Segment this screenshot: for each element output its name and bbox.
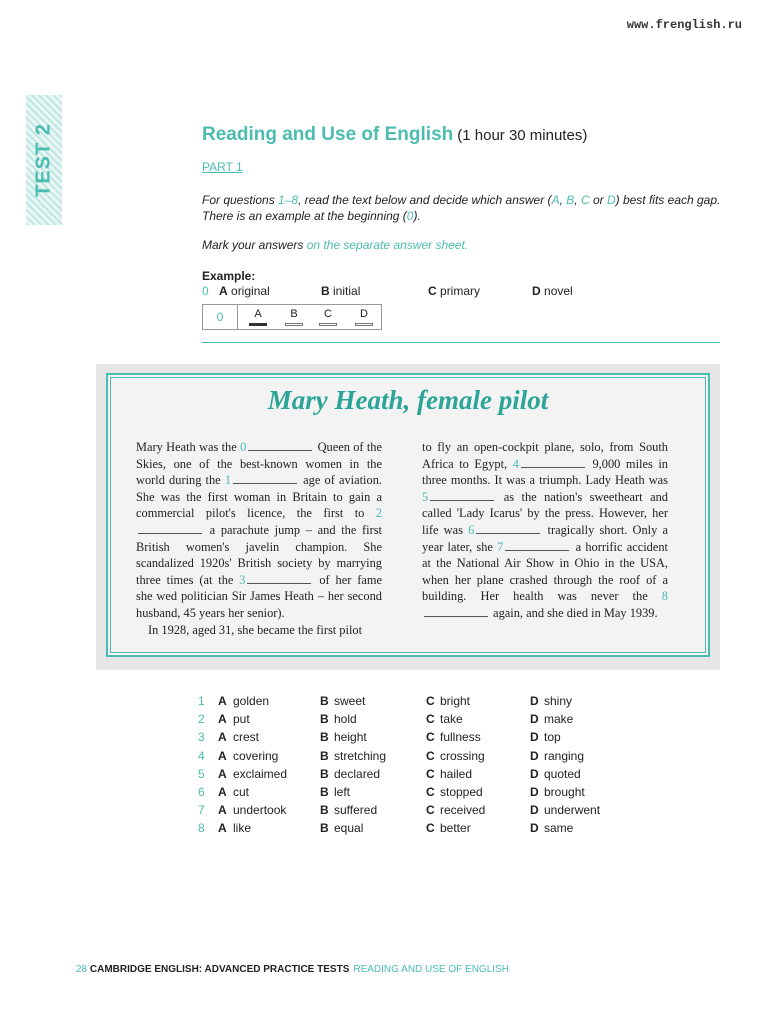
question-row bbox=[198, 749, 718, 767]
instr-letter-b: B bbox=[566, 193, 575, 207]
instr-text-4: ). bbox=[413, 209, 421, 223]
question-row bbox=[198, 767, 718, 785]
answer-mark-empty bbox=[285, 323, 303, 326]
option-a-word: crest bbox=[233, 730, 260, 745]
option-letter: B bbox=[320, 803, 329, 818]
answer-options bbox=[198, 694, 718, 840]
question-number: 5 bbox=[198, 766, 205, 781]
question-row bbox=[198, 712, 718, 730]
instr-letter-a: A bbox=[551, 193, 560, 207]
article-text: a horrific accident at the National Air Show in Ohio in the USA, when her plane crashed through the roof of a building. Her health was never the bbox=[422, 539, 668, 604]
gap-number: 5 bbox=[422, 489, 429, 504]
option-c-word: fullness bbox=[440, 730, 481, 745]
option-letter: A bbox=[219, 284, 228, 298]
option-letter: B bbox=[320, 766, 329, 781]
instr-text-2: , read the text below and decide which answer ( bbox=[298, 193, 552, 207]
gap-blank bbox=[430, 491, 494, 501]
option-c-word: received bbox=[440, 803, 486, 818]
example-box-number: 0 bbox=[203, 305, 238, 329]
option-b-word: stretching bbox=[334, 748, 387, 763]
option-letter: A bbox=[218, 712, 227, 727]
option-b-word: sweet bbox=[334, 694, 366, 708]
gap-number: 1 bbox=[224, 473, 232, 488]
option-d-word: top bbox=[544, 730, 561, 745]
duration: (1 hour 30 minutes) bbox=[457, 127, 588, 144]
option-letter: D bbox=[532, 284, 541, 298]
instr-sep-2: , bbox=[574, 193, 581, 207]
gap-number: 0 bbox=[240, 440, 247, 454]
option-letter: D bbox=[530, 730, 539, 745]
option-a-word: put bbox=[233, 712, 250, 727]
answer-sheet-link: on the separate answer sheet. bbox=[306, 238, 469, 252]
article-text: In 1928, aged 31, she became the first pilot bbox=[148, 622, 363, 637]
option-letter: D bbox=[530, 712, 539, 727]
gap-blank bbox=[247, 574, 311, 584]
article-column-left bbox=[136, 439, 382, 638]
question-row bbox=[198, 694, 718, 712]
example-option-c bbox=[428, 284, 480, 298]
gap-number: 6 bbox=[468, 522, 475, 537]
book-title: CAMBRIDGE ENGLISH: ADVANCED PRACTICE TESTS bbox=[89, 964, 350, 975]
option-b-word: equal bbox=[334, 821, 364, 836]
instr-or: or bbox=[589, 193, 607, 207]
gap-blank bbox=[521, 458, 585, 468]
question-row bbox=[198, 821, 718, 839]
gap-blank bbox=[248, 441, 312, 451]
option-c-word: hailed bbox=[440, 766, 473, 781]
option-a-word: covering bbox=[233, 748, 279, 763]
option-c-word: take bbox=[440, 712, 463, 727]
option-letter: A bbox=[218, 730, 227, 745]
question-number: 7 bbox=[198, 803, 205, 818]
article-text: a parachute jump – and the first British women's javelin champion. She scandalized 1920s' British society by marrying three times (at the bbox=[136, 522, 382, 587]
instr-sep-1: , bbox=[559, 193, 567, 207]
answer-mark-empty bbox=[355, 323, 373, 326]
gap-number: 8 bbox=[661, 589, 668, 604]
article-text: of her fame she wed politician Sir James Heath – her second husband, 45 years her senior). bbox=[136, 572, 382, 620]
instr-letter-c: C bbox=[580, 193, 590, 207]
question-number: 4 bbox=[198, 748, 205, 763]
option-a-word: cut bbox=[233, 784, 250, 799]
answer-mark-empty bbox=[319, 323, 337, 326]
mark-prefix: Mark your answers bbox=[202, 238, 307, 252]
article-text: Mary Heath was the bbox=[136, 440, 241, 454]
page-title bbox=[202, 124, 587, 146]
question-row bbox=[198, 730, 718, 748]
gap-number: 4 bbox=[512, 456, 519, 471]
instr-text-1: For questions bbox=[202, 193, 279, 207]
option-word: original bbox=[231, 284, 270, 298]
answer-mark-filled bbox=[249, 323, 267, 326]
gap-number: 2 bbox=[375, 506, 382, 521]
option-letter: C bbox=[426, 748, 435, 763]
option-letter: C bbox=[428, 284, 437, 298]
article-panel bbox=[106, 373, 710, 657]
option-d-word: ranging bbox=[544, 748, 585, 763]
example-answer-box bbox=[202, 304, 382, 330]
article-text: as the nation's sweetheart and called 'Lady Icarus' by the press. However, her life was bbox=[422, 489, 668, 537]
instr-zero: 0 bbox=[406, 209, 414, 223]
option-letter: A bbox=[218, 784, 227, 799]
option-letter: C bbox=[426, 766, 435, 781]
gap-blank bbox=[233, 474, 297, 484]
option-c-word: crossing bbox=[440, 748, 485, 763]
mark-instruction bbox=[202, 238, 468, 252]
option-letter: D bbox=[530, 748, 539, 763]
section-title: Reading and Use of English bbox=[202, 124, 454, 145]
question-number: 2 bbox=[198, 712, 205, 727]
option-b-word: suffered bbox=[334, 803, 378, 818]
option-letter: D bbox=[530, 766, 539, 781]
option-letter: A bbox=[218, 766, 227, 781]
gap-blank bbox=[424, 607, 488, 617]
question-row bbox=[198, 803, 718, 821]
divider bbox=[202, 342, 720, 343]
option-a-word: undertook bbox=[233, 803, 287, 818]
box-letter-a: A bbox=[254, 308, 262, 320]
example-option-d bbox=[532, 284, 573, 298]
box-letter-b: B bbox=[290, 308, 298, 320]
gap-blank bbox=[138, 524, 202, 534]
option-d-word: underwent bbox=[544, 803, 601, 818]
example-label: Example: bbox=[202, 269, 256, 283]
option-b-word: declared bbox=[334, 766, 381, 781]
article-text: Queen of the Skies, one of the best-known women in the world during the bbox=[136, 440, 382, 488]
option-letter: B bbox=[320, 821, 329, 836]
article-title: Mary Heath, female pilot bbox=[267, 385, 549, 415]
option-d-word: make bbox=[544, 712, 574, 727]
option-letter: D bbox=[530, 694, 539, 708]
example-option-b bbox=[321, 284, 360, 298]
box-letter-d: D bbox=[360, 308, 368, 320]
option-letter: A bbox=[218, 694, 227, 708]
article-text: to fly an open-cockpit plane, solo, from South Africa to Egypt, bbox=[422, 440, 668, 471]
page-number: 28 bbox=[76, 964, 88, 975]
option-c-word: better bbox=[440, 821, 471, 836]
article-paragraph bbox=[136, 622, 382, 639]
test-side-tab bbox=[26, 95, 62, 225]
instr-text-3: ) best fits each gap. There is an example at the beginning ( bbox=[202, 193, 721, 223]
option-letter: C bbox=[426, 784, 435, 799]
question-number: 1 bbox=[198, 694, 205, 708]
option-b-word: height bbox=[334, 730, 367, 745]
gap-blank bbox=[476, 524, 540, 534]
option-d-word: brought bbox=[544, 784, 585, 799]
instr-letter-d: D bbox=[606, 193, 616, 207]
example-options bbox=[202, 284, 722, 300]
question-number: 6 bbox=[198, 784, 205, 799]
watermark: www.frenglish.ru bbox=[626, 18, 742, 32]
question-number: 3 bbox=[198, 730, 205, 745]
page-footer bbox=[76, 964, 509, 975]
option-letter: D bbox=[530, 803, 539, 818]
option-d-word: shiny bbox=[544, 694, 573, 708]
option-letter: D bbox=[530, 821, 539, 836]
article-text: again, and she died in May 1939. bbox=[490, 605, 658, 620]
article-paragraph bbox=[136, 439, 382, 622]
instructions bbox=[202, 192, 722, 224]
option-a-word: golden bbox=[233, 694, 270, 708]
article-text: 9,000 miles in three months. It was a triumph. Lady Heath was bbox=[422, 456, 668, 488]
question-number: 8 bbox=[198, 821, 205, 836]
option-letter: A bbox=[218, 803, 227, 818]
option-letter: C bbox=[426, 803, 435, 818]
instr-range: 1–8 bbox=[278, 193, 299, 207]
option-letter: B bbox=[320, 730, 329, 745]
option-letter: D bbox=[530, 784, 539, 799]
option-letter: B bbox=[320, 748, 329, 763]
side-tab-label: TEST 2 bbox=[32, 123, 55, 197]
option-letter: C bbox=[426, 694, 435, 708]
option-letter: A bbox=[218, 748, 227, 763]
option-d-word: same bbox=[544, 821, 574, 836]
option-letter: C bbox=[426, 712, 435, 727]
option-a-word: like bbox=[233, 821, 252, 836]
option-c-word: bright bbox=[440, 694, 471, 708]
example-option-a bbox=[219, 284, 270, 298]
option-letter: B bbox=[320, 784, 329, 799]
option-letter: B bbox=[320, 694, 329, 708]
option-word: initial bbox=[333, 284, 361, 298]
box-letter-c: C bbox=[324, 308, 332, 320]
article-text: tragically short. Only a year later, she bbox=[422, 522, 668, 554]
question-row bbox=[198, 785, 718, 803]
part-heading: PART 1 bbox=[202, 160, 243, 174]
option-b-word: left bbox=[334, 784, 351, 799]
option-letter: C bbox=[426, 730, 435, 745]
example-number: 0 bbox=[202, 284, 209, 298]
gap-number: 3 bbox=[239, 572, 246, 587]
option-c-word: stopped bbox=[440, 784, 483, 799]
gap-number: 7 bbox=[497, 539, 504, 554]
option-letter: B bbox=[321, 284, 330, 298]
option-letter: A bbox=[218, 821, 227, 836]
gap-blank bbox=[505, 541, 569, 551]
option-b-word: hold bbox=[334, 712, 357, 727]
option-word: primary bbox=[440, 284, 481, 298]
footer-section: READING AND USE OF ENGLISH bbox=[353, 964, 509, 975]
option-d-word: quoted bbox=[544, 766, 581, 781]
option-letter: C bbox=[426, 821, 435, 836]
article-paragraph bbox=[422, 439, 668, 622]
option-letter: B bbox=[320, 712, 329, 727]
article-text: age of aviation. She was the first woman in Britain to gain a commercial pilot's licence, the first to bbox=[136, 473, 382, 521]
option-a-word: exclaimed bbox=[233, 766, 288, 781]
article-column-right bbox=[422, 439, 668, 622]
option-word: novel bbox=[544, 284, 573, 298]
